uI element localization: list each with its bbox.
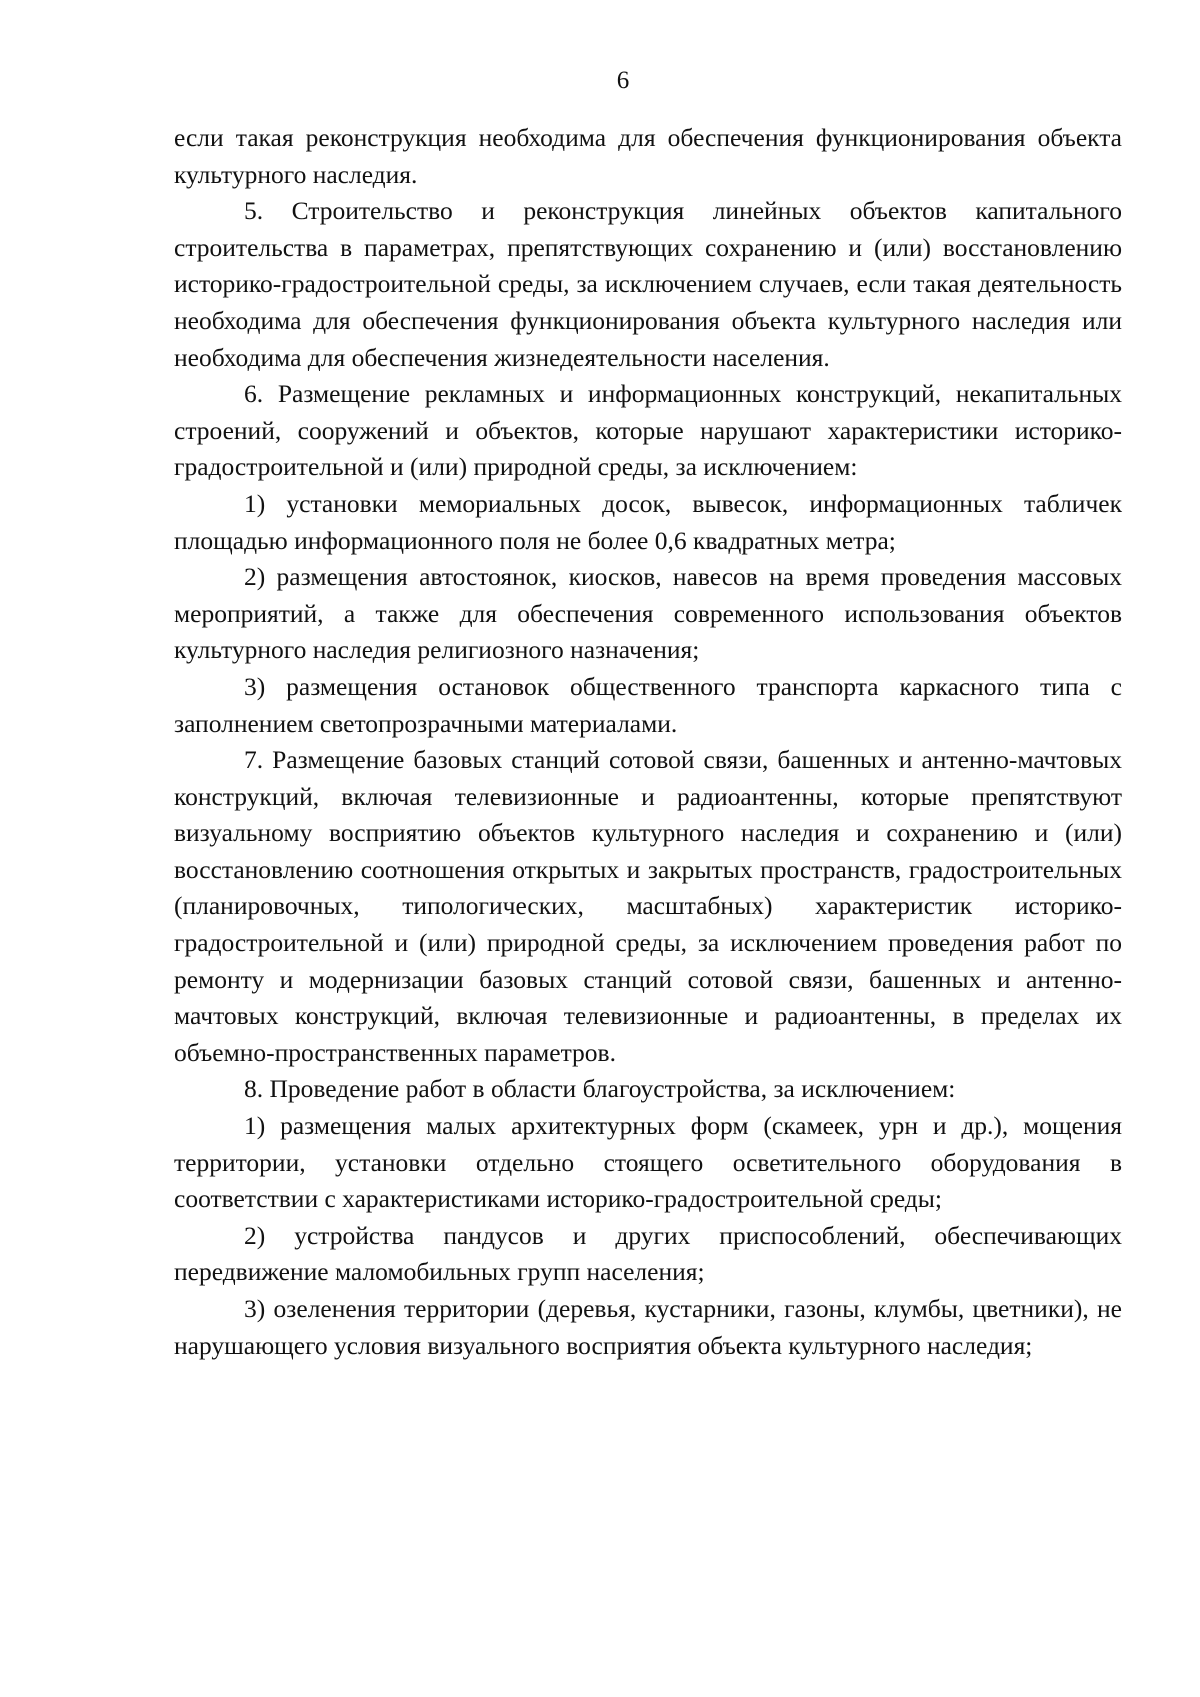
paragraph-item-8-sub-1: 1) размещения малых архитектурных форм (скамеек, урн и др.), мощения территории, установки отдельно стоящего осветительного оборудования в соответствии с характеристиками историко-градостроительной среды; <box>174 1111 1122 1214</box>
paragraph-continuation: если такая реконструкция необходима для обеспечения функционирования объекта культурного наследия. <box>174 123 1122 189</box>
paragraph-item-8: 8. Проведение работ в области благоустройства, за исключением: <box>244 1074 956 1104</box>
paragraph-item-6-sub-2: 2) размещения автостоянок, киосков, навесов на время проведения массовых мероприятий, а также для обеспечения современного использования объектов культурного наследия религиозного назначения; <box>174 562 1122 665</box>
paragraph-item-7: 7. Размещение базовых станций сотовой связи, башенных и антенно-мачтовых конструкций, включая телевизионные и радиоантенны, которые препятствуют визуальному восприятию объектов культурного наследия и сохранению и (или) восстановлению соотношения открытых и закрытых пространств, градостроительных (планировочных, типологических, масштабных) характеристик историко-градостроительной и (или) природной среды, за исключением проведения работ по ремонту и модернизации базовых станций сотовой связи, башенных и антенно-мачтовых конструкций, включая телевизионные и радиоантенны, в пределах их объемно-пространственных параметров. <box>174 745 1122 1067</box>
paragraph-item-6: 6. Размещение рекламных и информационных конструкций, некапитальных строений, сооружений и объектов, которые нарушают характеристики историко-градостроительной и (или) природной среды, за исключением: <box>174 379 1122 482</box>
paragraph-item-8-sub-2: 2) устройства пандусов и других приспособлений, обеспечивающих передвижение маломобильных групп населения; <box>174 1220 1122 1287</box>
paragraph-item-6-sub-3: 3) размещения остановок общественного транспорта каркасного типа с заполнением светопрозрачными материалами. <box>174 671 1122 738</box>
paragraph-item-5: 5. Строительство и реконструкция линейных объектов капитального строительства в параметрах, препятствующих сохранению и (или) восстановлению историко-градостроительной среды, за исключением случаев, если такая деятельность необходима для обеспечения функционирования объекта культурного наследия или необходима для обеспечения жизнедеятельности населения. <box>174 196 1122 372</box>
paragraph-item-8-sub-3: 3) озеленения территории (деревья, кустарники, газоны, клумбы, цветники), не нарушающего условия визуального восприятия объекта культурного наследия; <box>174 1294 1122 1360</box>
paragraph-item-6-sub-1: 1) установки мемориальных досок, вывесок, информационных табличек площадью информационного поля не более 0,6 квадратных метра; <box>174 488 1122 555</box>
document-body <box>174 120 1122 1364</box>
page-number: 6 <box>616 67 630 94</box>
